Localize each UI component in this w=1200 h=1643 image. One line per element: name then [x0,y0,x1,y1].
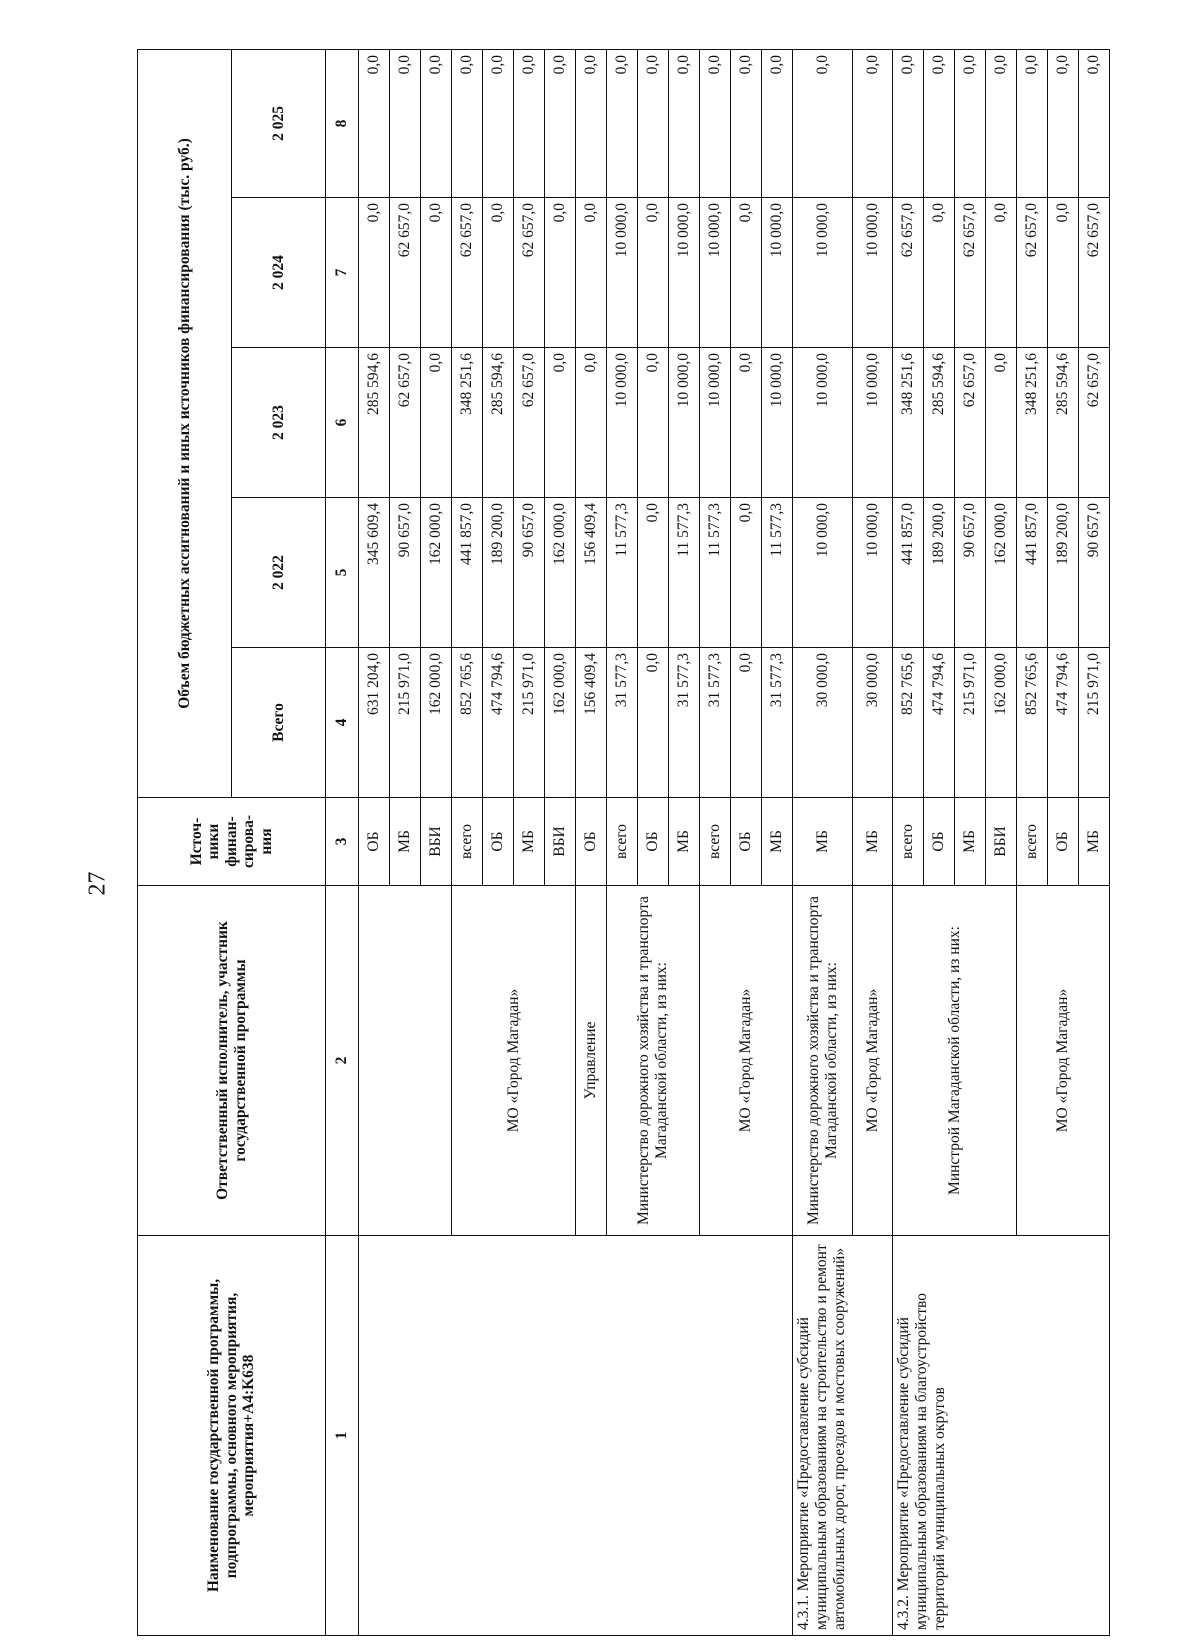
value-cell: 90 657,0 [1079,498,1110,648]
value-cell: 10 000,0 [607,198,638,348]
header-year-2024: 2 024 [232,198,326,348]
value-cell: 0,0 [793,49,853,197]
value-cell: 62 657,0 [1017,198,1048,348]
value-cell: 0,0 [1079,49,1110,197]
value-cell: 162 000,0 [986,648,1017,798]
source-cell: ВБИ [545,798,576,886]
source-cell: МБ [669,798,700,886]
value-cell: 285 594,6 [1048,348,1079,498]
value-cell: 11 577,3 [607,498,638,648]
source-cell: ОБ [576,798,607,886]
value-cell: 10 000,0 [793,498,853,648]
header-year-2022: 2 022 [232,498,326,648]
column-number: 5 [326,498,359,648]
value-cell: 0,0 [731,498,762,648]
value-cell: 474 794,6 [1048,648,1079,798]
source-cell: МБ [390,798,421,886]
source-cell: всего [893,798,924,886]
value-cell: 0,0 [986,198,1017,348]
value-cell: 62 657,0 [390,198,421,348]
value-cell: 90 657,0 [514,498,545,648]
value-cell: 0,0 [955,49,986,197]
executor-upravlenie: Управление [576,886,607,1236]
value-cell: 10 000,0 [793,198,853,348]
executor-cell [359,886,452,1236]
source-cell: ВБИ [986,798,1017,886]
source-cell: всего [700,798,731,886]
value-cell: 11 577,3 [762,498,793,648]
value-cell: 10 000,0 [762,348,793,498]
value-cell: 631 204,0 [359,648,390,798]
source-cell: ОБ [359,798,390,886]
header-year-2023: 2 023 [232,348,326,498]
table-row [893,49,924,1635]
value-cell: 10 000,0 [607,348,638,498]
value-cell: 62 657,0 [452,198,483,348]
value-cell: 31 577,3 [700,648,731,798]
value-cell: 30 000,0 [793,648,853,798]
source-cell: ОБ [638,798,669,886]
value-cell: 0,0 [421,198,452,348]
value-cell: 345 609,4 [359,498,390,648]
value-cell: 31 577,3 [762,648,793,798]
measure-4-3-1: 4.3.1. Мероприятие «Предоставление субсидий муниципальным образованиям на строительство и ремонт автомобильных дорог, проездов и мостовых сооружений» [793,1236,893,1636]
value-cell: 156 409,4 [576,498,607,648]
budget-table [137,49,1110,1636]
value-cell: 852 765,6 [1017,648,1048,798]
value-cell: 0,0 [731,648,762,798]
source-cell: ОБ [731,798,762,886]
value-cell: 162 000,0 [421,498,452,648]
table-row [793,49,853,1635]
value-cell: 162 000,0 [545,648,576,798]
value-cell: 0,0 [483,198,514,348]
value-cell: 0,0 [514,49,545,197]
value-cell: 0,0 [986,49,1017,197]
value-cell: 0,0 [762,49,793,197]
value-cell: 0,0 [731,49,762,197]
value-cell: 10 000,0 [669,198,700,348]
value-cell: 0,0 [638,648,669,798]
value-cell: 31 577,3 [607,648,638,798]
value-cell: 441 857,0 [1017,498,1048,648]
value-cell: 0,0 [731,348,762,498]
value-cell: 162 000,0 [545,498,576,648]
value-cell: 441 857,0 [452,498,483,648]
value-cell: 0,0 [359,49,390,197]
column-number: 7 [326,198,359,348]
value-cell: 0,0 [452,49,483,197]
header-executor: Ответственный исполнитель, участник государственной программы [138,886,326,1236]
value-cell: 10 000,0 [700,198,731,348]
column-number: 2 [326,886,359,1236]
header-funding-source: Источ-ники финан-сирова-ния [138,798,326,886]
value-cell: 10 000,0 [762,198,793,348]
value-cell: 31 577,3 [669,648,700,798]
value-cell: 0,0 [545,348,576,498]
value-cell: 0,0 [669,49,700,197]
source-cell: МБ [793,798,853,886]
value-cell: 0,0 [483,49,514,197]
value-cell: 348 251,6 [452,348,483,498]
value-cell: 348 251,6 [1017,348,1048,498]
value-cell: 62 657,0 [514,198,545,348]
value-cell: 0,0 [1048,49,1079,197]
value-cell: 285 594,6 [359,348,390,498]
value-cell: 215 971,0 [514,648,545,798]
value-cell: 0,0 [390,49,421,197]
executor-mo-magadan: МО «Город Магадан» [1017,886,1110,1236]
source-cell: всего [607,798,638,886]
value-cell: 0,0 [421,348,452,498]
value-cell: 0,0 [359,198,390,348]
value-cell: 62 657,0 [1079,198,1110,348]
value-cell: 0,0 [700,49,731,197]
value-cell: 189 200,0 [1048,498,1079,648]
value-cell: 10 000,0 [793,348,853,498]
header-year-2025: 2 025 [232,49,326,197]
value-cell: 441 857,0 [893,498,924,648]
value-cell: 62 657,0 [893,198,924,348]
value-cell: 10 000,0 [853,198,893,348]
column-number: 6 [326,348,359,498]
value-cell: 215 971,0 [955,648,986,798]
source-cell: МБ [1079,798,1110,886]
value-cell: 285 594,6 [483,348,514,498]
value-cell: 10 000,0 [700,348,731,498]
value-cell: 10 000,0 [669,348,700,498]
source-cell: ОБ [483,798,514,886]
column-number: 3 [326,798,359,886]
value-cell: 852 765,6 [452,648,483,798]
value-cell: 11 577,3 [669,498,700,648]
value-cell: 0,0 [986,348,1017,498]
value-cell: 0,0 [576,348,607,498]
value-cell: 0,0 [924,49,955,197]
value-cell: 0,0 [638,49,669,197]
program-name-cell [359,1236,793,1636]
value-cell: 10 000,0 [853,498,893,648]
value-cell: 215 971,0 [1079,648,1110,798]
value-cell: 0,0 [1048,198,1079,348]
executor-minstroi: Минстрой Магаданской области, из них: [893,886,1017,1236]
header-total: Всего [232,648,326,798]
value-cell: 90 657,0 [955,498,986,648]
value-cell: 30 000,0 [853,648,893,798]
value-cell: 162 000,0 [421,648,452,798]
value-cell: 0,0 [576,198,607,348]
executor-mo-magadan: МО «Город Магадан» [452,886,576,1236]
value-cell: 852 765,6 [893,648,924,798]
value-cell: 0,0 [924,198,955,348]
value-cell: 189 200,0 [483,498,514,648]
value-cell: 0,0 [545,198,576,348]
value-cell: 62 657,0 [514,348,545,498]
value-cell: 62 657,0 [955,348,986,498]
value-cell: 162 000,0 [986,498,1017,648]
value-cell: 215 971,0 [390,648,421,798]
value-cell: 285 594,6 [924,348,955,498]
source-cell: ОБ [924,798,955,886]
page-number: 27 [84,871,111,896]
value-cell: 0,0 [421,49,452,197]
source-cell: МБ [853,798,893,886]
value-cell: 189 200,0 [924,498,955,648]
value-cell: 474 794,6 [924,648,955,798]
header-program-name: Наименование государственной программы, подпрограммы, основного мероприятия, мероприятия+A4:K638 [138,1236,326,1636]
source-cell: МБ [955,798,986,886]
executor-ministry-road: Министерство дорожного хозяйства и транспорта Магаданской области, из них: [607,886,700,1236]
value-cell: 0,0 [607,49,638,197]
value-cell: 10 000,0 [853,348,893,498]
table-row [359,49,390,1635]
value-cell: 62 657,0 [1079,348,1110,498]
executor-ministry-road: Министерство дорожного хозяйства и транспорта Магаданской области, из них: [793,886,853,1236]
column-number: 1 [326,1236,359,1636]
value-cell: 348 251,6 [893,348,924,498]
column-number-row [326,49,359,1635]
value-cell: 0,0 [545,49,576,197]
measure-4-3-2: 4.3.2. Мероприятие «Предоставление субсидий муниципальным образованиям на благоустройство территорий муниципальных округов [893,1236,1110,1636]
executor-mo-magadan: МО «Город Магадан» [853,886,893,1236]
column-number: 4 [326,648,359,798]
source-cell: ВБИ [421,798,452,886]
value-cell: 90 657,0 [390,498,421,648]
source-cell: всего [1017,798,1048,886]
value-cell: 474 794,6 [483,648,514,798]
value-cell: 0,0 [638,498,669,648]
value-cell: 11 577,3 [700,498,731,648]
value-cell: 0,0 [893,49,924,197]
value-cell: 0,0 [576,49,607,197]
value-cell: 156 409,4 [576,648,607,798]
value-cell: 0,0 [638,348,669,498]
source-cell: всего [452,798,483,886]
value-cell: 0,0 [731,198,762,348]
source-cell: МБ [514,798,545,886]
value-cell: 62 657,0 [955,198,986,348]
source-cell: МБ [762,798,793,886]
header-funding-volume: Объем бюджетных ассигнований и иных источников финансирования (тыс. руб.) [138,49,232,797]
value-cell: 0,0 [853,49,893,197]
source-cell: ОБ [1048,798,1079,886]
executor-mo-magadan: МО «Город Магадан» [700,886,793,1236]
value-cell: 0,0 [1017,49,1048,197]
value-cell: 62 657,0 [390,348,421,498]
value-cell: 0,0 [638,198,669,348]
column-number: 8 [326,49,359,197]
